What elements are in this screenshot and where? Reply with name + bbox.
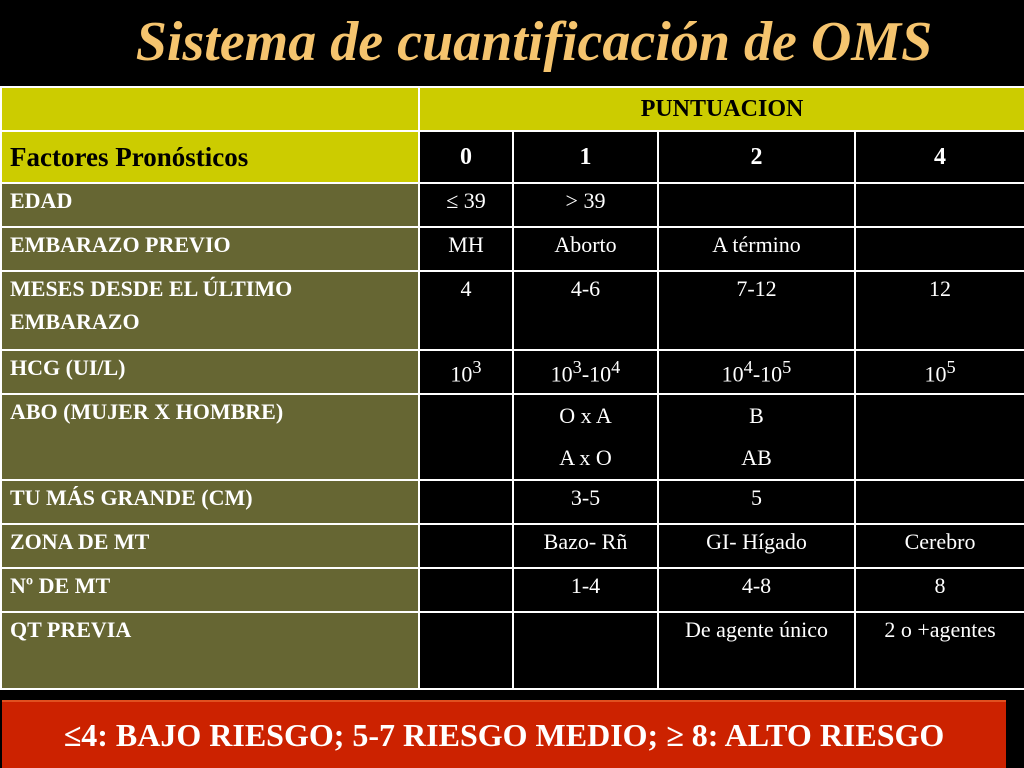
cell-score-0: [419, 612, 513, 689]
abo-option: AB: [741, 445, 772, 470]
table-row: [1, 612, 1024, 689]
oms-score-table: [0, 86, 1024, 690]
table-row: [1, 394, 1024, 480]
cell-score-0: [419, 524, 513, 568]
cell-score-1: 4-6: [513, 271, 658, 350]
header-empty-cell: [1, 87, 419, 131]
cell-score-2: [658, 350, 855, 394]
cell-score-4: 2 o +agentes: [855, 612, 1024, 689]
factor-label: MESES DESDE EL ÚLTIMO EMBARAZO: [1, 271, 419, 350]
abo-option: O x A: [559, 403, 612, 428]
score-header-1: 1: [513, 131, 658, 183]
cell-score-0: MH: [419, 227, 513, 271]
cell-score-0: [419, 394, 513, 480]
cell-score-4: [855, 480, 1024, 524]
hcg-exponent: 4: [611, 357, 621, 377]
cell-score-1: [513, 612, 658, 689]
hcg-exponent: 3: [572, 357, 582, 377]
cell-score-2: De agente único: [658, 612, 855, 689]
cell-score-4: [855, 183, 1024, 227]
cell-score-1: > 39: [513, 183, 658, 227]
header-row-puntuacion: [1, 87, 1024, 131]
table-row: [1, 350, 1024, 394]
cell-score-0: [419, 350, 513, 394]
cell-score-4: 12: [855, 271, 1024, 350]
cell-score-4: [855, 394, 1024, 480]
header-puntuacion: PUNTUACION: [419, 87, 1024, 131]
header-row-scores: [1, 131, 1024, 183]
page-title-text: Sistema de cuantificación de OMS: [135, 11, 933, 73]
cell-score-2: 7-12: [658, 271, 855, 350]
cell-score-0: ≤ 39: [419, 183, 513, 227]
cell-score-4: 8: [855, 568, 1024, 612]
cell-score-2: 5: [658, 480, 855, 524]
factor-label: HCG (UI/L): [1, 350, 419, 394]
cell-score-2: [658, 394, 855, 480]
factor-label: Nº DE MT: [1, 568, 419, 612]
score-header-4: 4: [855, 131, 1024, 183]
abo-option: A x O: [559, 445, 612, 470]
factor-label: ABO (MUJER X HOMBRE): [1, 394, 419, 480]
hcg-exponent: 3: [472, 357, 482, 377]
cell-score-0: [419, 568, 513, 612]
hcg-exponent: 5: [782, 357, 792, 377]
score-header-2: 2: [658, 131, 855, 183]
cell-score-2: A término: [658, 227, 855, 271]
hcg-exponent: 5: [946, 357, 956, 377]
cell-score-1: Bazo- Rñ: [513, 524, 658, 568]
page-title: [0, 0, 1024, 84]
table-row: [1, 568, 1024, 612]
hcg-base: -10: [581, 361, 612, 387]
hcg-base: 10: [550, 361, 573, 387]
cell-score-2: 4-8: [658, 568, 855, 612]
hcg-exponent: 4: [743, 357, 753, 377]
cell-score-2: GI- Hígado: [658, 524, 855, 568]
cell-score-2: [658, 183, 855, 227]
cell-score-4: Cerebro: [855, 524, 1024, 568]
hcg-base: 10: [924, 361, 947, 387]
cell-score-1: [513, 350, 658, 394]
factor-label: ZONA DE MT: [1, 524, 419, 568]
risk-legend-banner: [2, 700, 1006, 768]
hcg-base: 10: [721, 361, 744, 387]
factor-label: QT PREVIA: [1, 612, 419, 689]
risk-legend-text: ≤4: BAJO RIESGO; 5-7 RIESGO MEDIO; ≥ 8: ALTO RIESGO: [63, 716, 945, 753]
cell-score-1: 1-4: [513, 568, 658, 612]
table-row: [1, 480, 1024, 524]
cell-score-0: 4: [419, 271, 513, 350]
hcg-base: -10: [752, 361, 783, 387]
cell-score-0: [419, 480, 513, 524]
factor-label: TU MÁS GRANDE (CM): [1, 480, 419, 524]
cell-score-4: [855, 227, 1024, 271]
header-factores: Factores Pronósticos: [1, 131, 419, 183]
cell-score-4: [855, 350, 1024, 394]
table-row: [1, 183, 1024, 227]
abo-option: B: [749, 403, 764, 428]
score-header-0: 0: [419, 131, 513, 183]
hcg-base: 10: [450, 361, 473, 387]
factor-label: EDAD: [1, 183, 419, 227]
cell-score-1: 3-5: [513, 480, 658, 524]
cell-score-1: [513, 394, 658, 480]
table-row: [1, 524, 1024, 568]
factor-label: EMBARAZO PREVIO: [1, 227, 419, 271]
table-row: [1, 271, 1024, 350]
cell-score-1: Aborto: [513, 227, 658, 271]
table-row: [1, 227, 1024, 271]
